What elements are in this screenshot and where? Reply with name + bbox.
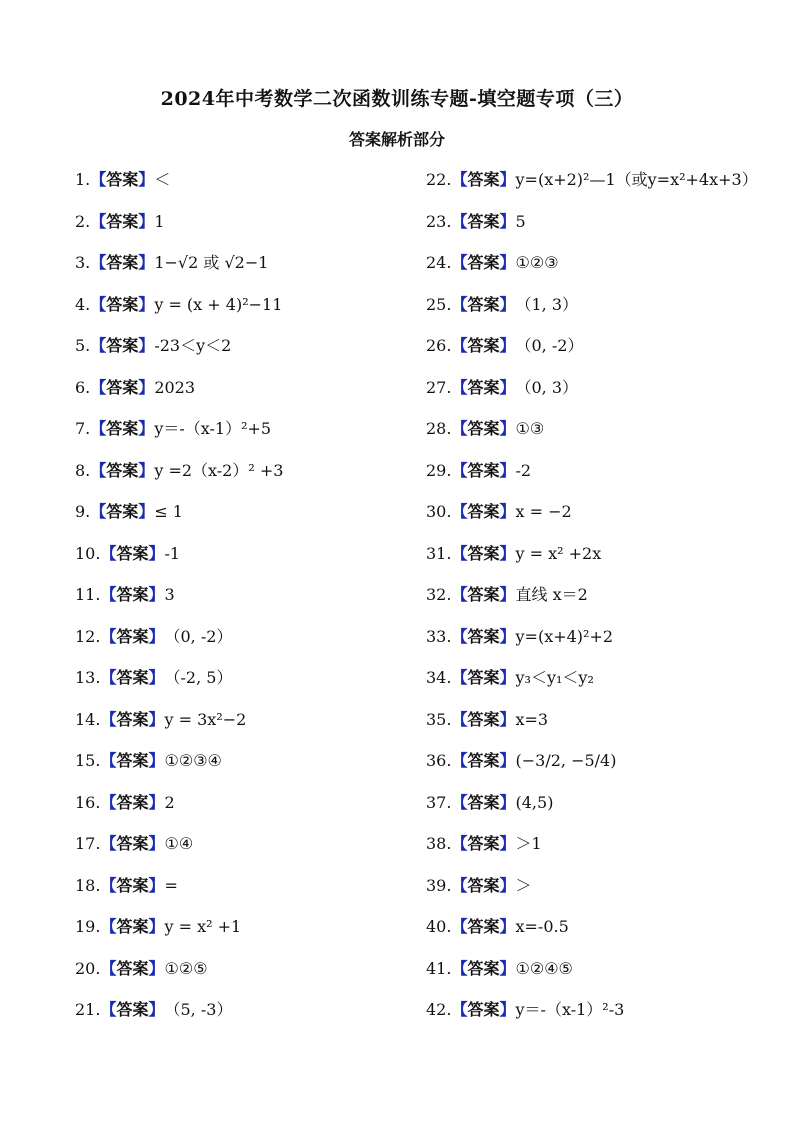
question-number: 18. <box>75 875 101 895</box>
question-number: 33. <box>426 626 452 646</box>
question-number: 27. <box>426 377 452 397</box>
question-number: 6. <box>75 377 91 397</box>
question-number: 21. <box>75 1000 101 1019</box>
answer-value: ①③ <box>515 419 545 438</box>
answer-value: 2023 <box>154 377 196 397</box>
tag-word: 答案 <box>116 1000 149 1019</box>
tag-open-bracket: 【 <box>451 543 468 563</box>
answer-tag <box>451 1000 515 1019</box>
answer-tag <box>451 295 515 314</box>
tag-word: 答案 <box>467 958 500 978</box>
answer-tag <box>451 585 515 604</box>
answer-item <box>426 499 758 541</box>
answer-tag <box>100 793 164 812</box>
answer-item <box>75 997 283 1039</box>
answer-item <box>75 458 283 500</box>
tag-word: 答案 <box>467 460 500 480</box>
tag-close-bracket: 】 <box>148 917 165 936</box>
answer-value: x=3 <box>515 709 549 729</box>
answer-item <box>426 914 758 956</box>
answer-item <box>426 748 758 790</box>
answer-item <box>75 831 283 873</box>
tag-open-bracket: 【 <box>100 751 117 770</box>
tag-open-bracket: 【 <box>451 377 468 397</box>
tag-word: 答案 <box>467 834 500 853</box>
answer-item <box>75 333 283 375</box>
page-subtitle: 答案解析部分 <box>348 130 445 149</box>
tag-close-bracket: 】 <box>148 792 165 812</box>
answer-tag <box>100 1000 164 1019</box>
tag-close-bracket: 】 <box>148 834 165 853</box>
answer-item <box>75 707 283 749</box>
answer-value: 2 <box>164 792 175 812</box>
tag-word: 答案 <box>467 377 500 397</box>
answer-value: ＜ <box>154 170 171 189</box>
answer-item <box>426 375 758 417</box>
tag-close-bracket: 】 <box>138 419 155 438</box>
answer-item <box>426 209 758 251</box>
tag-open-bracket: 【 <box>451 834 468 853</box>
answer-item <box>426 665 758 707</box>
question-number: 20. <box>75 958 101 978</box>
question-number: 22. <box>426 170 452 189</box>
answer-tag <box>100 544 164 563</box>
question-number: 39. <box>426 875 452 895</box>
question-number: 14. <box>75 709 101 729</box>
question-number: 24. <box>426 253 452 272</box>
answer-item <box>426 707 758 749</box>
answer-value: (−3/2, −5/4) <box>515 751 617 770</box>
tag-close-bracket: 】 <box>148 1000 165 1019</box>
tag-word: 答案 <box>116 709 149 729</box>
answer-item <box>75 624 283 666</box>
tag-close-bracket: 】 <box>499 543 516 563</box>
tag-close-bracket: 】 <box>138 294 155 314</box>
answer-value: ＞1 <box>515 834 542 853</box>
answer-value: -1 <box>164 543 181 563</box>
question-number: 10. <box>75 543 101 563</box>
answer-tag <box>90 378 154 397</box>
question-number: 17. <box>75 834 101 853</box>
answer-tag <box>451 751 515 770</box>
answer-tag <box>100 627 164 646</box>
question-number: 11. <box>75 585 101 604</box>
tag-close-bracket: 】 <box>148 751 165 770</box>
tag-open-bracket: 【 <box>451 1000 468 1019</box>
answer-tag <box>451 544 515 563</box>
tag-open-bracket: 【 <box>451 751 468 770</box>
answer-value: y₃＜y₁＜y₂ <box>515 668 594 687</box>
answer-tag <box>451 253 515 272</box>
tag-open-bracket: 【 <box>100 1000 117 1019</box>
answer-value: （-2, 5） <box>164 668 233 687</box>
tag-close-bracket: 】 <box>148 958 165 978</box>
tag-open-bracket: 【 <box>451 460 468 480</box>
answer-item <box>75 416 283 458</box>
question-number: 41. <box>426 958 452 978</box>
tag-word: 答案 <box>467 792 500 812</box>
tag-open-bracket: 【 <box>451 211 468 231</box>
tag-open-bracket: 【 <box>90 419 107 438</box>
tag-open-bracket: 【 <box>100 834 117 853</box>
answer-value: （5, -3） <box>164 1000 233 1019</box>
tag-open-bracket: 【 <box>90 377 107 397</box>
answer-item <box>426 624 758 666</box>
tag-close-bracket: 】 <box>148 626 165 646</box>
answer-tag <box>90 502 154 521</box>
tag-word: 答案 <box>106 294 139 314</box>
answer-tag <box>100 959 164 978</box>
answers-column-left <box>75 167 283 1039</box>
question-number: 28. <box>426 419 452 438</box>
answer-tag <box>451 710 515 729</box>
answer-tag <box>100 751 164 770</box>
answer-item <box>426 582 758 624</box>
answer-item <box>75 873 283 915</box>
answer-value: = <box>164 875 178 895</box>
question-number: 36. <box>426 751 452 770</box>
tag-close-bracket: 】 <box>499 709 516 729</box>
tag-close-bracket: 】 <box>499 294 516 314</box>
tag-word: 答案 <box>116 626 149 646</box>
tag-word: 答案 <box>467 709 500 729</box>
answer-tag <box>451 336 515 355</box>
tag-close-bracket: 】 <box>499 377 516 397</box>
tag-word: 答案 <box>467 336 500 355</box>
answer-tag <box>90 336 154 355</box>
answer-item <box>75 665 283 707</box>
question-number: 4. <box>75 294 91 314</box>
tag-close-bracket: 】 <box>499 502 516 521</box>
tag-word: 答案 <box>467 502 500 521</box>
answer-tag <box>451 959 515 978</box>
answer-item <box>75 292 283 334</box>
question-number: 9. <box>75 502 91 521</box>
answer-item <box>426 873 758 915</box>
answer-item <box>75 541 283 583</box>
answer-value: y = (x + 4)²−11 <box>154 294 283 314</box>
tag-open-bracket: 【 <box>451 419 468 438</box>
tag-word: 答案 <box>467 626 500 646</box>
tag-close-bracket: 】 <box>499 751 516 770</box>
tag-close-bracket: 】 <box>499 917 516 936</box>
answer-item <box>426 250 758 292</box>
tag-word: 答案 <box>467 211 500 231</box>
question-number: 19. <box>75 917 101 936</box>
answer-tag <box>451 876 515 895</box>
tag-word: 答案 <box>106 419 139 438</box>
tag-open-bracket: 【 <box>100 585 117 604</box>
tag-close-bracket: 】 <box>148 668 165 687</box>
tag-word: 答案 <box>106 211 139 231</box>
tag-open-bracket: 【 <box>451 294 468 314</box>
question-number: 12. <box>75 626 101 646</box>
answer-value: 5 <box>515 211 526 231</box>
answer-value: x=-0.5 <box>515 917 569 936</box>
tag-word: 答案 <box>116 543 149 563</box>
answer-tag <box>100 585 164 604</box>
tag-word: 答案 <box>106 502 139 521</box>
question-number: 40. <box>426 917 452 936</box>
question-number: 31. <box>426 543 452 563</box>
answer-tag <box>451 461 515 480</box>
tag-word: 答案 <box>467 253 500 272</box>
answer-tag <box>451 793 515 812</box>
answer-item <box>75 167 283 209</box>
answer-tag <box>451 170 515 189</box>
tag-open-bracket: 【 <box>451 502 468 521</box>
answer-value: x = −2 <box>515 502 572 521</box>
question-number: 1. <box>75 170 91 189</box>
answer-item <box>426 541 758 583</box>
answer-tag <box>451 212 515 231</box>
answer-item <box>426 997 758 1039</box>
tag-word: 答案 <box>467 294 500 314</box>
answer-tag <box>100 710 164 729</box>
tag-close-bracket: 】 <box>499 419 516 438</box>
question-number: 23. <box>426 211 452 231</box>
answer-value: ①②④⑤ <box>515 958 573 978</box>
tag-open-bracket: 【 <box>451 875 468 895</box>
tag-open-bracket: 【 <box>451 336 468 355</box>
answer-tag <box>90 212 154 231</box>
answer-tag <box>90 461 154 480</box>
question-number: 2. <box>75 211 91 231</box>
answer-tag <box>451 627 515 646</box>
answer-item <box>75 956 283 998</box>
answer-tag <box>451 834 515 853</box>
question-number: 13. <box>75 668 101 687</box>
answer-item <box>75 375 283 417</box>
tag-close-bracket: 】 <box>499 668 516 687</box>
answer-item <box>75 582 283 624</box>
answer-item <box>75 499 283 541</box>
question-number: 5. <box>75 336 91 355</box>
answer-value: ≤ 1 <box>154 502 183 521</box>
question-number: 7. <box>75 419 91 438</box>
answer-value: y=(x+4)²+2 <box>515 626 614 646</box>
answer-tag <box>451 419 515 438</box>
tag-word: 答案 <box>106 336 139 355</box>
answer-tag <box>451 502 515 521</box>
answer-tag <box>90 295 154 314</box>
tag-open-bracket: 【 <box>451 792 468 812</box>
answer-item <box>426 831 758 873</box>
answer-tag <box>451 668 515 687</box>
tag-close-bracket: 】 <box>499 170 516 189</box>
answer-value: （0, -2） <box>515 336 584 355</box>
answer-value: y = x² +1 <box>164 917 242 936</box>
question-number: 42. <box>426 1000 452 1019</box>
answer-value: y =2（x-2）² +3 <box>154 460 284 480</box>
tag-word: 答案 <box>467 1000 500 1019</box>
answer-value: ①②③ <box>515 253 559 272</box>
question-number: 16. <box>75 792 101 812</box>
tag-close-bracket: 】 <box>138 336 155 355</box>
answer-value: ①②③④ <box>164 751 222 770</box>
question-number: 37. <box>426 792 452 812</box>
tag-close-bracket: 】 <box>138 170 155 189</box>
answer-value: y=(x+2)²—1（或y=x²+4x+3） <box>515 170 758 189</box>
tag-open-bracket: 【 <box>451 709 468 729</box>
question-number: 15. <box>75 751 101 770</box>
tag-close-bracket: 】 <box>148 543 165 563</box>
question-number: 30. <box>426 502 452 521</box>
tag-open-bracket: 【 <box>100 543 117 563</box>
answer-value: ＞ <box>515 875 532 895</box>
tag-open-bracket: 【 <box>90 170 107 189</box>
tag-open-bracket: 【 <box>451 958 468 978</box>
tag-open-bracket: 【 <box>100 626 117 646</box>
answer-value: 1−√2 或 √2−1 <box>154 253 269 272</box>
question-number: 25. <box>426 294 452 314</box>
tag-word: 答案 <box>116 751 149 770</box>
tag-word: 答案 <box>467 875 500 895</box>
answer-item <box>426 790 758 832</box>
tag-word: 答案 <box>116 958 149 978</box>
tag-close-bracket: 】 <box>499 585 516 604</box>
answer-tag <box>100 668 164 687</box>
tag-word: 答案 <box>116 585 149 604</box>
tag-word: 答案 <box>106 460 139 480</box>
tag-close-bracket: 】 <box>499 460 516 480</box>
tag-word: 答案 <box>467 917 500 936</box>
tag-close-bracket: 】 <box>148 585 165 604</box>
answer-tag <box>451 917 515 936</box>
answer-value: （1, 3） <box>515 294 579 314</box>
tag-open-bracket: 【 <box>451 585 468 604</box>
tag-open-bracket: 【 <box>100 875 117 895</box>
answer-tag <box>100 876 164 895</box>
tag-close-bracket: 】 <box>138 502 155 521</box>
answer-item <box>426 956 758 998</box>
tag-close-bracket: 】 <box>499 792 516 812</box>
tag-close-bracket: 】 <box>138 211 155 231</box>
answer-value: y＝-（x-1）²+5 <box>154 419 272 438</box>
tag-word: 答案 <box>116 834 149 853</box>
answer-value: 3 <box>164 585 175 604</box>
answer-tag <box>100 917 164 936</box>
tag-word: 答案 <box>106 170 139 189</box>
answer-tag <box>90 253 154 272</box>
tag-open-bracket: 【 <box>451 917 468 936</box>
tag-close-bracket: 】 <box>148 875 165 895</box>
tag-open-bracket: 【 <box>451 253 468 272</box>
tag-open-bracket: 【 <box>100 668 117 687</box>
tag-close-bracket: 】 <box>499 211 516 231</box>
tag-open-bracket: 【 <box>90 460 107 480</box>
tag-word: 答案 <box>467 751 500 770</box>
tag-open-bracket: 【 <box>90 294 107 314</box>
tag-open-bracket: 【 <box>90 336 107 355</box>
tag-open-bracket: 【 <box>90 253 107 272</box>
answer-value: （0, 3） <box>515 377 579 397</box>
answer-value: y = 3x²−2 <box>164 709 247 729</box>
answer-value: 直线 x＝2 <box>515 585 588 604</box>
tag-close-bracket: 】 <box>499 336 516 355</box>
answer-value: ①②⑤ <box>164 958 208 978</box>
answer-value: y = x² +2x <box>515 543 602 563</box>
answer-value: y＝-（x-1）²-3 <box>515 1000 625 1019</box>
tag-close-bracket: 】 <box>499 253 516 272</box>
tag-word: 答案 <box>467 419 500 438</box>
answer-item <box>75 209 283 251</box>
answer-value: ①④ <box>164 834 194 853</box>
answer-item <box>75 250 283 292</box>
tag-close-bracket: 】 <box>138 253 155 272</box>
answer-tag <box>100 834 164 853</box>
answer-item <box>426 292 758 334</box>
tag-word: 答案 <box>467 543 500 563</box>
tag-open-bracket: 【 <box>90 502 107 521</box>
question-number: 32. <box>426 585 452 604</box>
answer-value: (4,5) <box>515 792 554 812</box>
tag-word: 答案 <box>116 917 149 936</box>
tag-word: 答案 <box>467 585 500 604</box>
tag-close-bracket: 】 <box>138 460 155 480</box>
tag-close-bracket: 】 <box>499 834 516 853</box>
answer-tag <box>451 378 515 397</box>
question-number: 38. <box>426 834 452 853</box>
answers-column-right <box>426 167 758 1039</box>
tag-word: 答案 <box>116 875 149 895</box>
answer-value: 1 <box>154 211 165 231</box>
tag-word: 答案 <box>116 792 149 812</box>
tag-close-bracket: 】 <box>499 875 516 895</box>
tag-word: 答案 <box>467 170 500 189</box>
tag-open-bracket: 【 <box>451 170 468 189</box>
question-number: 29. <box>426 460 452 480</box>
answer-item <box>75 914 283 956</box>
answer-item <box>426 416 758 458</box>
question-number: 8. <box>75 460 91 480</box>
tag-word: 答案 <box>116 668 149 687</box>
tag-word: 答案 <box>106 253 139 272</box>
answer-tag <box>90 170 154 189</box>
page-title: 2024年中考数学二次函数训练专题-填空题专项（三） <box>160 88 634 110</box>
tag-open-bracket: 【 <box>451 668 468 687</box>
tag-open-bracket: 【 <box>100 709 117 729</box>
tag-open-bracket: 【 <box>100 958 117 978</box>
question-number: 34. <box>426 668 452 687</box>
tag-close-bracket: 】 <box>499 626 516 646</box>
answer-item <box>426 458 758 500</box>
answer-tag <box>90 419 154 438</box>
question-number: 35. <box>426 709 452 729</box>
tag-open-bracket: 【 <box>451 626 468 646</box>
tag-word: 答案 <box>467 668 500 687</box>
tag-close-bracket: 】 <box>499 958 516 978</box>
tag-close-bracket: 】 <box>499 1000 516 1019</box>
answer-item <box>75 790 283 832</box>
tag-open-bracket: 【 <box>100 792 117 812</box>
tag-close-bracket: 】 <box>148 709 165 729</box>
answer-value: -2 <box>515 460 532 480</box>
question-number: 26. <box>426 336 452 355</box>
tag-open-bracket: 【 <box>100 917 117 936</box>
answer-item <box>426 167 758 209</box>
answer-item <box>426 333 758 375</box>
answer-item <box>75 748 283 790</box>
tag-close-bracket: 】 <box>138 377 155 397</box>
question-number: 3. <box>75 253 91 272</box>
answer-value: （0, -2） <box>164 626 233 646</box>
tag-word: 答案 <box>106 377 139 397</box>
tag-open-bracket: 【 <box>90 211 107 231</box>
answer-value: -23＜y＜2 <box>154 336 232 355</box>
